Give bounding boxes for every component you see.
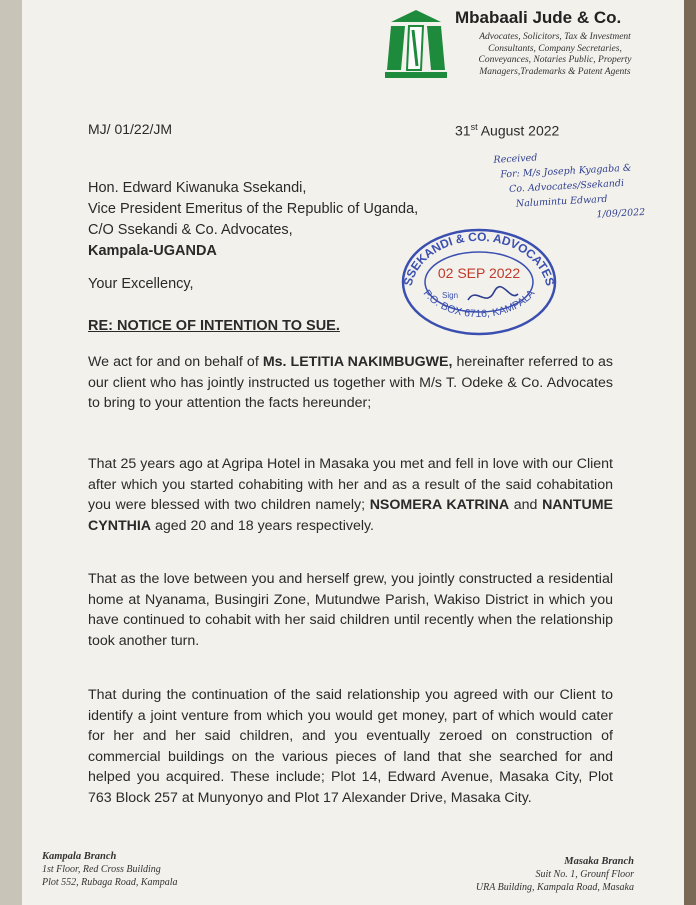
addressee-line: Vice President Emeritus of the Republic of Uganda, (88, 201, 419, 217)
firm-services-line: Advocates, Solicitors, Tax & Investment (479, 32, 631, 42)
handwriting-line: Co. Advocates/Ssekandi (508, 177, 625, 195)
addressee-line: Hon. Edward Kiwanuka Ssekandi, (88, 180, 307, 196)
footer-kampala-branch (42, 850, 178, 889)
signature-scribble (468, 287, 518, 300)
handwriting-line: For: M/s Joseph Kyagaba & (500, 162, 632, 181)
stamp-bottom-text: P.O. BOX 6716, KAMPALA (420, 287, 538, 321)
paragraph-client-representation (88, 352, 613, 414)
date-rest: August 2022 (477, 122, 560, 139)
paragraph-text: We act for and on behalf of (88, 354, 263, 370)
child-name: NSOMERA KATRINA (369, 497, 510, 513)
handwriting-line: 1/09/2022 (596, 206, 646, 221)
salutation: Your Excellency, (88, 276, 194, 292)
branch-title: Kampala Branch (42, 851, 117, 862)
branch-address-line: Suit No. 1, Grounf Floor (535, 869, 634, 880)
handwritten-received-note (493, 143, 677, 227)
footer-masaka-branch (476, 855, 634, 894)
addressee-block (88, 178, 418, 262)
paragraph-residential-home: That as the love between you and herself grew, you jointly constructed a residential home at Nyanama, Busingiri Zone, Mutundwe Parish, Wakiso District in which you have continued to cohabit with her said children until recently when the relationship took another turn. (88, 571, 613, 649)
paragraph-text: and (509, 497, 543, 513)
received-stamp (398, 218, 560, 336)
date-suffix: st (470, 122, 478, 132)
firm-logo-icon (385, 8, 447, 80)
firm-services-line: Conveyances, Notaries Public, Property (478, 55, 632, 65)
firm-name: Mbabaali Jude & Co. (455, 8, 622, 27)
child-name: NANTUME CYNTHIA (88, 497, 613, 534)
branch-address-line: URA Building, Kampala Road, Masaka (475, 882, 634, 893)
firm-services (460, 32, 650, 78)
reference-number: MJ/ 01/22/JM (88, 121, 173, 137)
branch-address-line: 1st Floor, Red Cross Building (42, 864, 161, 875)
paragraph-text: That 25 years ago at Agripa Hotel in Masaka you met and fell in love with our Client after which you started cohabiting with her and as a result of the said cohabitation you were blessed with two children namely; (88, 456, 613, 513)
stamp-date: 02 SEP 2022 (437, 265, 521, 281)
stamp-top-text: SSEKANDI & CO. ADVOCATES (400, 229, 558, 288)
subject-line: RE: NOTICE OF INTENTION TO SUE. (88, 318, 340, 334)
branch-title: Masaka Branch (564, 856, 634, 867)
paragraph-relationship-history (88, 454, 613, 536)
paper-shadow-left (0, 0, 22, 905)
handwriting-line: Received (493, 152, 538, 166)
branch-address-line: Plot 552, Rubaga Road, Kampala (42, 877, 178, 888)
letter-date (455, 122, 559, 139)
addressee-city: Kampala-UGANDA (88, 243, 217, 259)
client-name: Ms. LETITIA NAKIMBUGWE, (262, 354, 453, 370)
date-day: 31 (455, 122, 471, 139)
paragraph-joint-venture: That during the continuation of the said relationship you agreed with our Client to identify a joint venture from which you would get money, part of which would cater for her and her said children, and you eventually zeroed on construction of commercial buildings on the various pieces of land that she searched for and helped you acquired. These include; Plot 14, Edward Avenue, Masaka City, Plot 763 Block 257 at Munyonyo and Plot 17 Alexander Drive, Masaka City. (88, 687, 613, 806)
firm-services-line: Managers,Trademarks & Patent Agents (479, 66, 631, 77)
paper-shadow-right (684, 0, 696, 905)
addressee-line: C/O Ssekandi & Co. Advocates, (88, 222, 293, 238)
firm-services-line: Consultants, Company Secretaries, (488, 43, 622, 54)
stamp-sign-label: Sign (442, 291, 459, 300)
handwriting-line: Nalumintu Edward (515, 193, 608, 210)
paragraph-text: hereinafter referred to as our client who has jointly instructed us together with M/s T. Odeke & Co. Advocates to bring to your attention the facts hereunder; (88, 354, 613, 411)
paragraph-text: aged 20 and 18 years respectively. (151, 517, 374, 534)
